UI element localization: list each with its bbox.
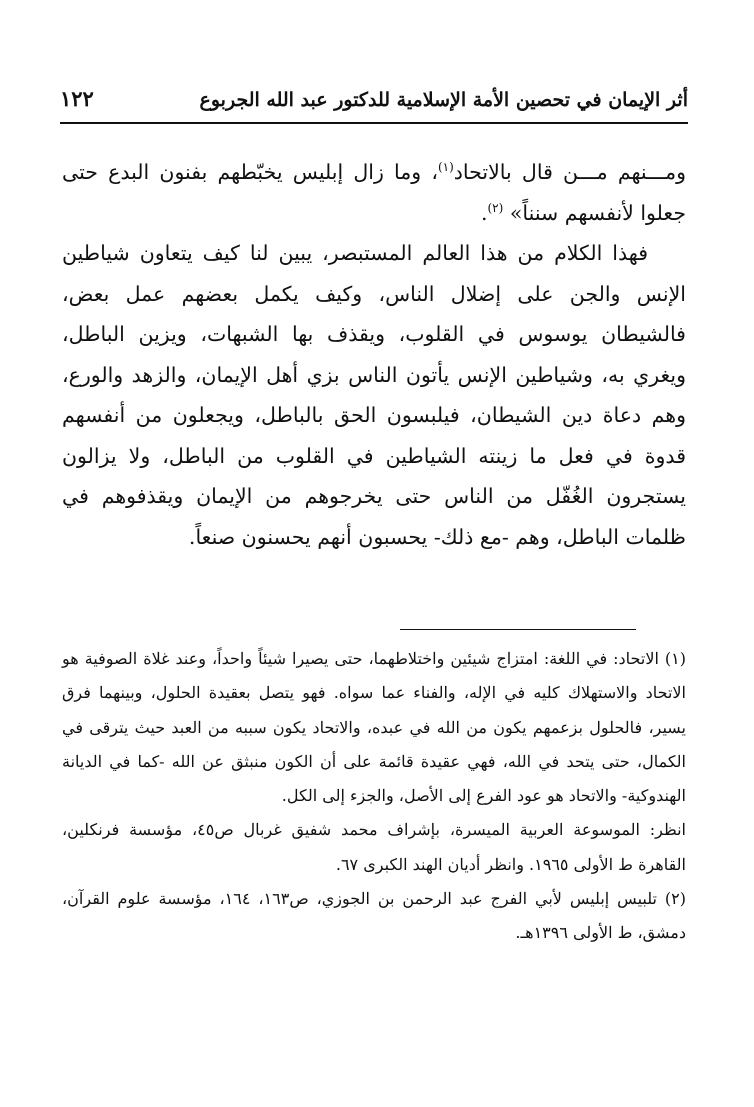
main-text xyxy=(62,152,686,557)
footnote-1: (١) الاتحاد: في اللغة: امتزاج شيئين واختلاطهما، حتى يصيرا شيئاً واحداً، وعند غلاة الصوفية هو الاتحاد والاستهلاك كليه في الإله، والفناء عما سواه. فهو يتصل بعقيدة الحلول، وبينهما فرق يسير، فالحلول بزعمهم يكون من الله في عبده، والاتحاد يكون سببه من العبد حيث يترقى في الكمال، حتى يتحد في الله، فهي عقيدة قائمة على أن الكون منبثق عن الله -كما في الديانة الهندوكية- والاتحاد هو عود الفرع إلى الأصل، والجزء إلى الكل. xyxy=(62,649,686,806)
footnote-2: (٢) تلبيس إبليس لأبي الفرج عبد الرحمن بن الجوزي، ص١٦٣، ١٦٤، مؤسسة علوم القرآن، دمشق، ط الأولى ١٣٩٦هـ. xyxy=(62,889,686,943)
header-title: أثر الإيمان في تحصين الأمة الإسلامية للدكتور عبد الله الجربوع xyxy=(199,89,688,111)
paragraph-1-text-a: ومـــنهم مـــن قال بالاتحاد xyxy=(453,160,686,184)
paragraph-1-end: . xyxy=(480,200,488,225)
footnotes xyxy=(62,642,686,951)
paragraph-1 xyxy=(62,152,686,233)
paragraph-1-text-b: ، وما زال إبليس يخبّطهم بفنون البدع حتى جعلوا لأنفسهم سنناً» xyxy=(62,160,686,225)
footnote-ref-1: (١) xyxy=(437,160,454,175)
footnote-1-source: انظر: الموسوعة العربية الميسرة، بإشراف محمد شفيق غربال ص٤٥، مؤسسة فرنكلين، القاهرة ط الأولى ١٩٦٥. وانظر أديان الهند الكبرى ٦٧. xyxy=(62,820,686,874)
footnote-ref-2: (٢) xyxy=(487,200,504,215)
running-header xyxy=(60,86,688,111)
footnote-separator xyxy=(400,629,636,630)
paragraph-2: فهذا الكلام من هذا العالم المستبصر، يبين لنا كيف يتعاون شياطين الإنس والجن على إضلال الناس، وكيف يكمل بعضهم عمل بعض، فالشيطان يوسوس في القلوب، ويقذف بها الشبهات، ويزين الباطل، ويغري به، وشياطين الإنس يأتون الناس بزي أهل الإيمان، والزهد والورع، وهم دعاة دين الشيطان، فيلبسون الحق بالباطل، ويجعلون من أنفسهم قدوة في فعل ما زينته الشياطين في القلوب من الباطل، ولا يزالون يستجرون الغُفّل من الناس حتى يخرجوهم من الإيمان ويقذفوهم في ظلمات الباطل، وهم -مع ذلك- يحسبون أنهم يحسنون صنعاً. xyxy=(62,241,686,549)
header-rule xyxy=(60,122,688,124)
page-number: ١٢٢ xyxy=(60,86,94,111)
